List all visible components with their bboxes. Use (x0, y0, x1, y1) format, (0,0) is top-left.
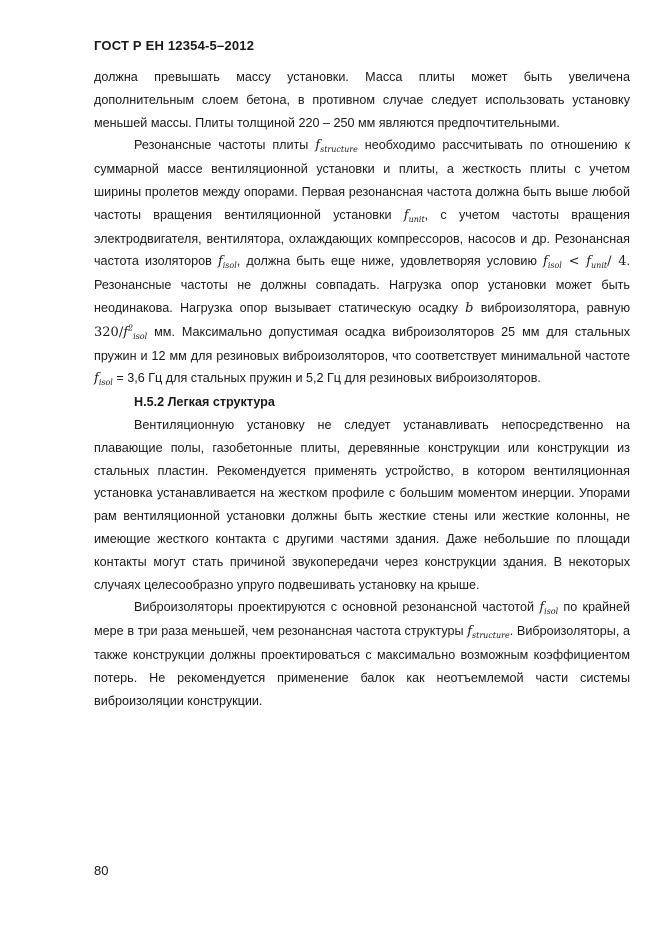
paragraph-2-text-1: Резонансные частоты плиты (134, 138, 309, 153)
paragraph-2-text-8: = 3,6 Гц для стальных пружин и 5,2 Гц для резиновых виброизоляторов. (116, 371, 541, 386)
paragraph-3: Вентиляционную установку не следует устанавливать непосредственно на плавающие полы, газобетонные плиты, деревянные конструкции или конструкции из стальных пластин. Рекомендуется применять устройство, в котором вентиляционная установка устанавливается на жестком профиле с большим моментом инерции. Упорами рам вентиляционной установки должны быть жесткие стены или жесткие колонны, не имеющие жесткого контакта с другими частями здания. Даже небольшие по площади контакты могут стать причиной звукопередачи через конструкции здания. В некоторых случаях целесообразно упруго подвешивать установку на крыше. (94, 417, 630, 592)
formula-f-unit: $f_{unit}$ (403, 207, 425, 224)
formula-condition: $f_{isol} < f_{unit}/$ 4 (543, 254, 627, 271)
paragraph-2-text-4: , должна быть еще ниже, удовлетворяя условию (236, 254, 537, 269)
paragraph-4-text-2: по крайней мере в три раза меньшей, чем резонансная частота структуры (94, 600, 631, 639)
formula-f-structure: $f_{structure}$ (315, 138, 358, 155)
paragraph-4-text-1: Виброизоляторы проектируются с основной резонансной частотой (134, 600, 535, 615)
paragraph-2-text-2: необходимо рассчитывать по отношению к суммарной массе вентиляционной установки и плиты, а жесткость плиты с учетом ширины пролетов между опорами. Первая резонансная частота должна быть выше любой частоты вращения вентиляционной установки (94, 138, 630, 222)
formula-f-isol: $f_{isol}$ (217, 254, 237, 271)
formula-f-isol-2: $f_{isol}$ (539, 600, 559, 617)
paragraph-1: должна превышать массу установки. Масса плиты может быть увеличена дополнительным слоем бетона, в противном случае следует использовать установку меньшей массы. Плиты толщиной 220 – 250 мм являются предпочтительными. (94, 70, 630, 130)
paragraph-2-text-5: . Резонансные частоты не должны совпадать. Нагрузка опор установки может быть неодинакова. Нагрузка опор вызывает статическую осадку (94, 254, 630, 315)
section-heading: Н.5.2 Легкая структура (134, 395, 275, 410)
paragraph-2-text-7: мм. Максимально допустимая осадка виброизоляторов 25 мм для стальных пружин и 12 мм для резиновых виброизоляторов, что соответствует минимальной частоте (94, 324, 630, 363)
paragraph-4 (94, 596, 630, 712)
page-number: 80 (94, 863, 109, 878)
paragraph-2-text-3: , с учетом частоты вращения электродвигателя, вентилятора, охлаждающих компрессоров, насосов и др. Резонансная частота изоляторов (94, 207, 630, 269)
paragraph-2 (94, 134, 630, 391)
formula-f-structure-2: $f_{structure}$ (467, 624, 510, 641)
paragraph-4-text-3: . Виброизоляторы, а также конструкции должны проектироваться с максимально возможным коэффициентом потерь. Не рекомендуется применение балок как неотъемлемой части системы виброизоляции конструкции. (94, 624, 631, 708)
document-header: ГОСТ Р ЕН 12354-5–2012 (94, 38, 255, 53)
formula-b: b (465, 300, 474, 316)
document-body (94, 66, 630, 712)
formula-settlement: $320/f^2_{isol}$ (94, 323, 148, 341)
paragraph-2-text-6: виброизолятора, равную (480, 300, 631, 315)
formula-f-min: $f_{isol}$ (94, 371, 113, 388)
